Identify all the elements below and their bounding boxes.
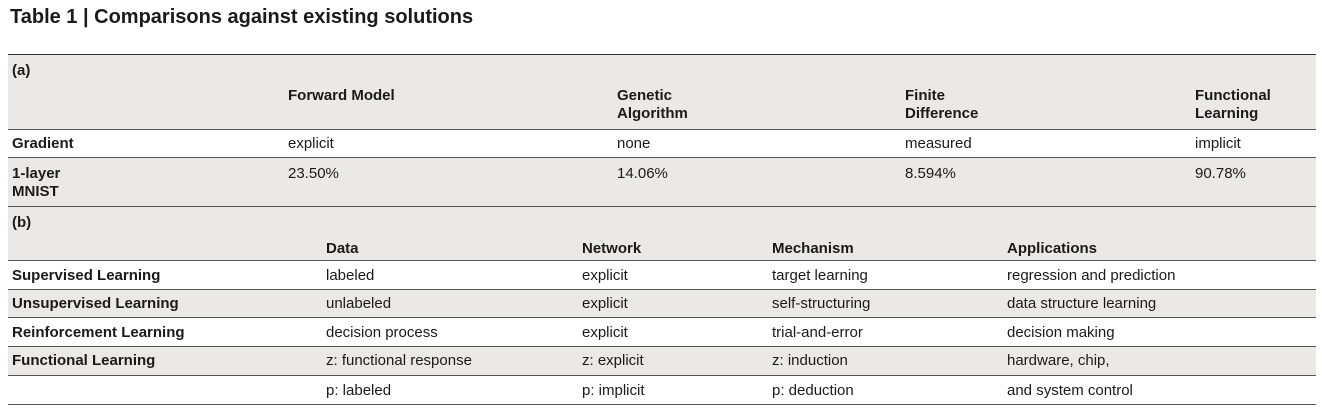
table-cell: and system control (1007, 382, 1133, 399)
part-a-header-functional-line2: Learning (1195, 105, 1259, 122)
table-cell: 23.50% (288, 165, 339, 182)
part-a-row-label-line2: MNIST (12, 183, 59, 200)
table-cell: implicit (1195, 135, 1241, 152)
part-b-header-network: Network (582, 240, 642, 257)
part-b-row-supervised (8, 261, 1316, 290)
part-a-label: (a) (12, 62, 31, 79)
table-cell: decision process (326, 324, 438, 341)
part-b-row-functional-continued (8, 376, 1316, 405)
part-a-row-label-line1: 1-layer (12, 165, 61, 182)
table-cell: p: implicit (582, 382, 645, 399)
part-a-header-genetic-line1: Genetic (617, 87, 673, 104)
table-cell: hardware, chip, (1007, 352, 1110, 369)
part-b-header-row (8, 207, 1316, 261)
table-cell: none (617, 135, 651, 152)
part-a-header-row (8, 55, 1316, 130)
part-a-header-finite-line1: Finite (905, 87, 945, 104)
part-b-label: (b) (12, 214, 32, 231)
table-cell: z: explicit (582, 352, 644, 369)
part-b-row-label: Functional Learning (12, 352, 156, 369)
table-cell: p: labeled (326, 382, 392, 399)
part-a-header-forward-model: Forward Model (288, 87, 395, 104)
table-cell: self-structuring (772, 295, 871, 312)
part-b-header-mechanism: Mechanism (772, 240, 854, 257)
table-cell: 8.594% (905, 165, 956, 182)
part-b-row-functional (8, 347, 1316, 376)
table-cell: target learning (772, 267, 868, 284)
table-cell: explicit (582, 295, 628, 312)
table-caption: Table 1 | Comparisons against existing solutions (10, 6, 474, 28)
table-cell: p: deduction (772, 382, 854, 399)
table-cell: trial-and-error (772, 324, 863, 341)
table-cell: regression and prediction (1007, 267, 1176, 284)
part-a-row-mnist (8, 158, 1316, 207)
table-cell: explicit (288, 135, 334, 152)
table-cell: unlabeled (326, 295, 392, 312)
part-b-row-unsupervised (8, 290, 1316, 318)
table-cell: 14.06% (617, 165, 668, 182)
part-b-row-reinforcement (8, 318, 1316, 347)
part-b-row-label: Supervised Learning (12, 267, 161, 284)
part-b-header-applications: Applications (1007, 240, 1098, 257)
part-b-row-label: Unsupervised Learning (12, 295, 179, 312)
table-cell: decision making (1007, 324, 1115, 341)
part-b-row-label: Reinforcement Learning (12, 324, 185, 341)
table-cell: data structure learning (1007, 295, 1157, 312)
part-a-row-gradient (8, 130, 1316, 158)
table-cell: 90.78% (1195, 165, 1246, 182)
table-cell: labeled (326, 267, 375, 284)
part-a-row-label: Gradient (12, 135, 74, 152)
part-b-header-data: Data (326, 240, 359, 257)
part-a-header-finite-line2: Difference (905, 105, 979, 122)
table-cell: explicit (582, 267, 628, 284)
table-cell: measured (905, 135, 972, 152)
part-a-header-genetic-line2: Algorithm (617, 105, 688, 122)
part-a-header-functional-line1: Functional (1195, 87, 1271, 104)
table-cell: z: functional response (326, 352, 472, 369)
table-cell: explicit (582, 324, 628, 341)
table-cell: z: induction (772, 352, 848, 369)
